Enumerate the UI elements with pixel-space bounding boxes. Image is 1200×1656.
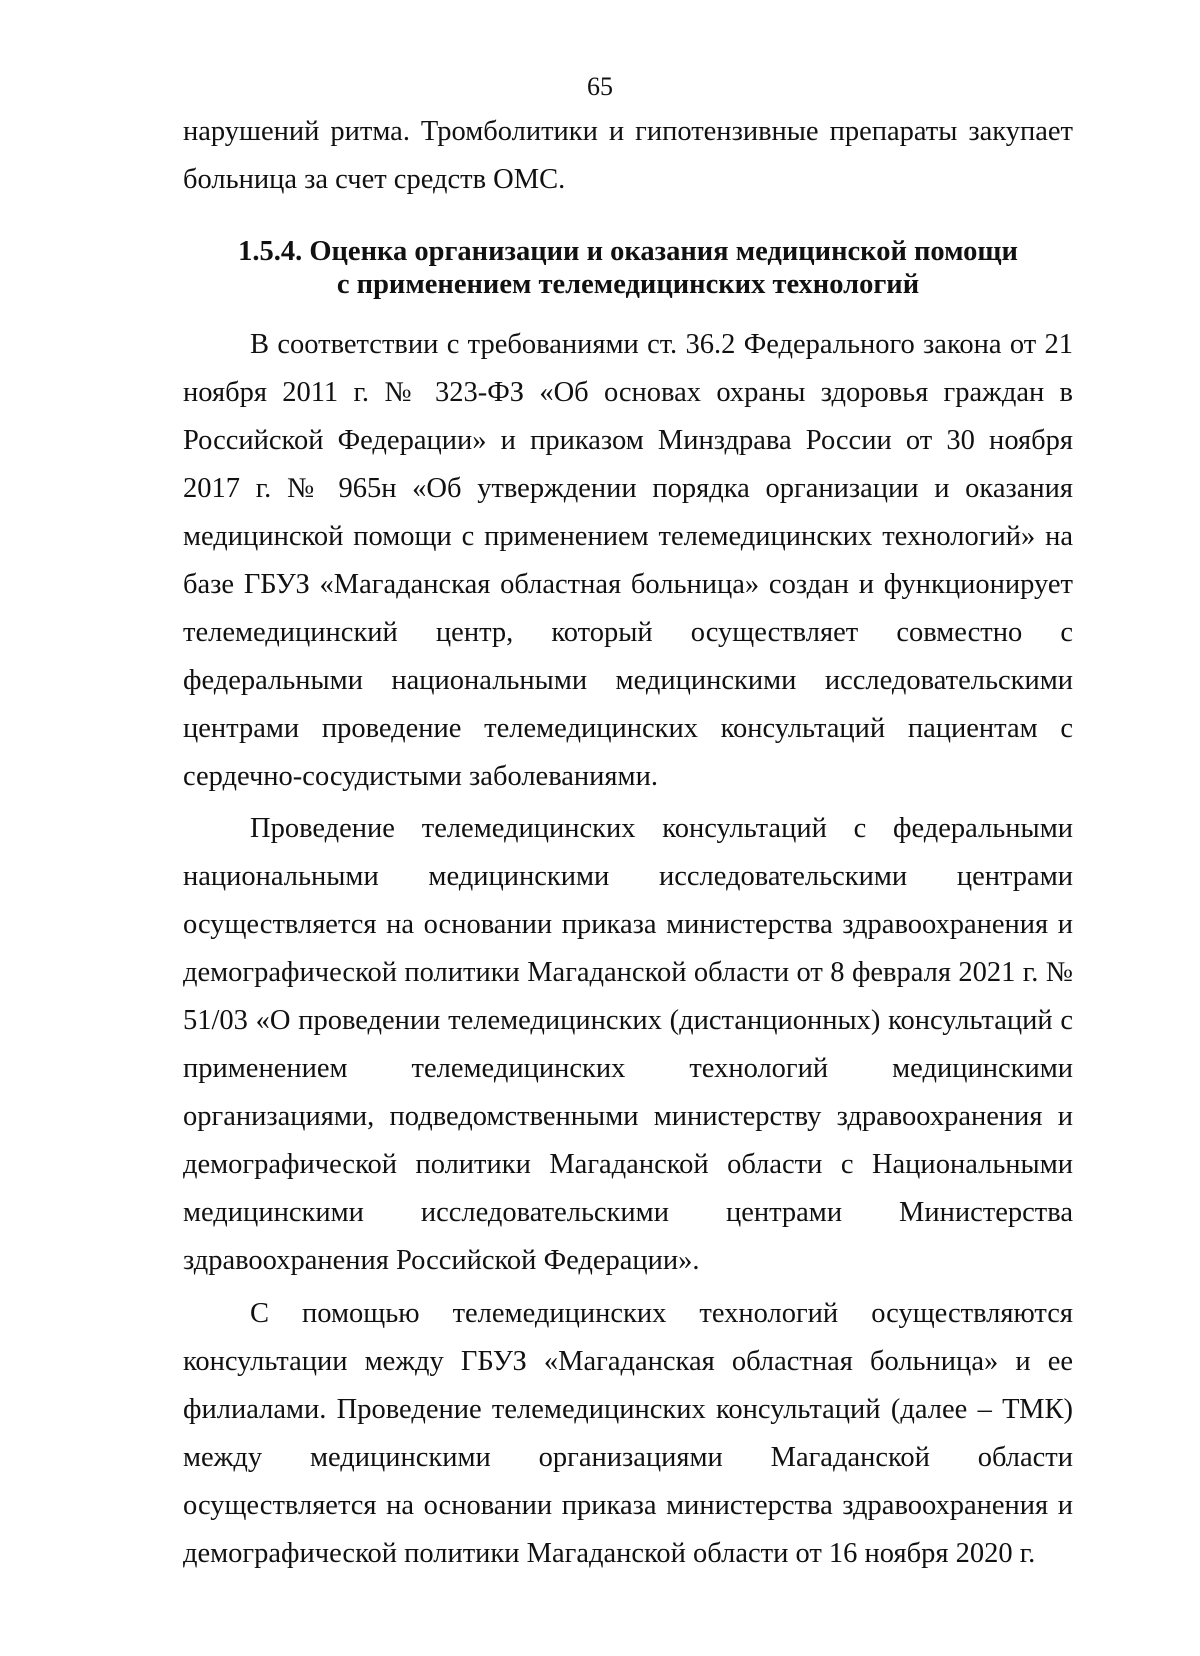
paragraph-continuation: нарушений ритма. Тромболитики и гипотензивные препараты закупает больница за счет средств ОМС.	[183, 116, 1073, 195]
section-heading-line-1: 1.5.4. Оценка организации и оказания медицинской помощи	[238, 236, 1018, 267]
paragraph-federal-consultations: Проведение телемедицинских консультаций с федеральными национальными медицинскими исследовательскими центрами осуществляется на основании приказа министерства здравоохранения и демографической политики Магаданской области от 8 февраля 2021 г. № 51/03 «О проведении телемедицинских (дистанционных) консультаций с применением телемедицинских технологий медицинскими организациями, подведомственными министерству здравоохранения и демографической политики Магаданской области с Национальными медицинскими исследовательскими центрами Министерства здравоохранения Российской Федерации».	[183, 813, 1073, 1276]
section-heading	[183, 235, 1073, 301]
paragraph-legal-basis: В соответствии с требованиями ст. 36.2 Федерального закона от 21 ноября 2011 г. № 323-ФЗ «Об основах охраны здоровья граждан в Российской Федерации» и приказом Минздрава России от 30 ноября 2017 г. № 965н «Об утверждении порядка организации и оказания медицинской помощи с применением телемедицинских технологий» на базе ГБУЗ «Магаданская областная больница» создан и функционирует телемедицинский центр, который осуществляет совместно с федеральными национальными медицинскими исследовательскими центрами проведение телемедицинских консультаций пациентам с сердечно-сосудистыми заболеваниями.	[183, 329, 1073, 792]
page-number: 65	[587, 72, 613, 101]
section-heading-line-2: с применением телемедицинских технологий	[336, 269, 920, 300]
paragraph-regional-consultations: С помощью телемедицинских технологий осуществляются консультации между ГБУЗ «Магаданская областная больница» и ее филиалами. Проведение телемедицинских консультаций (далее – ТМК) между медицинскими организациями Магаданской области осуществляется на основании приказа министерства здравоохранения и демографической политики Магаданской области от 16 ноября 2020 г.	[183, 1298, 1073, 1569]
